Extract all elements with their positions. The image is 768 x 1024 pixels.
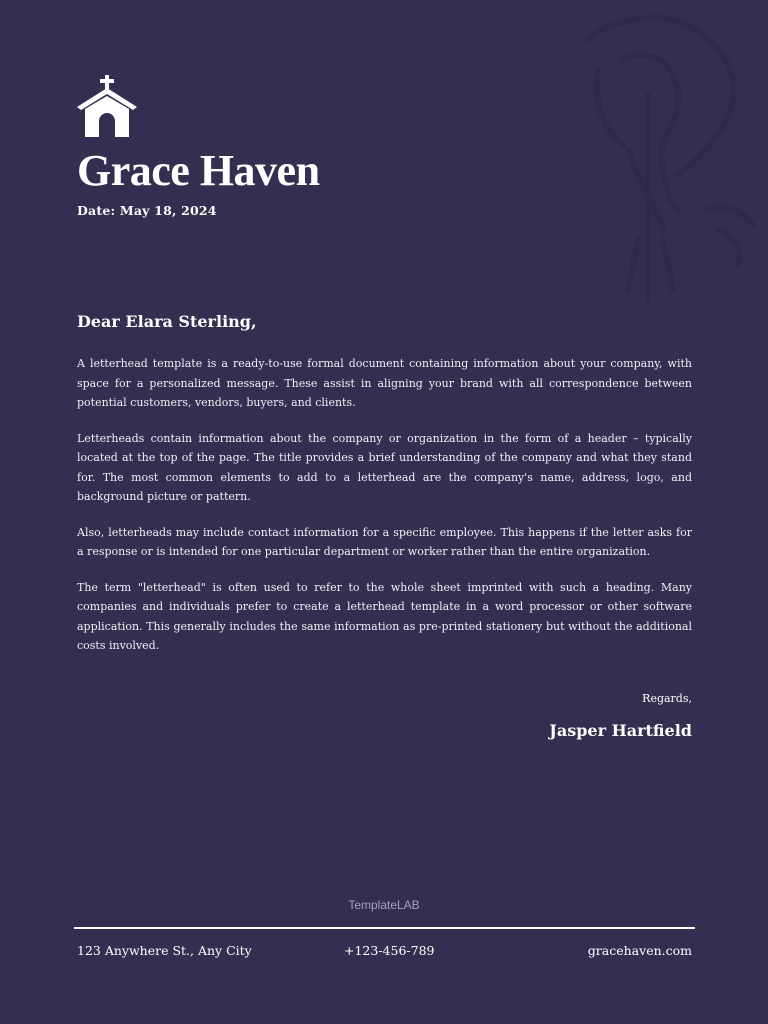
footer-divider [74, 927, 695, 929]
footer [77, 943, 692, 963]
salutation: Dear Elara Sterling, [77, 312, 257, 331]
template-brand: TemplateLAB [348, 898, 420, 912]
closing: Regards, [642, 692, 692, 705]
letter-date: Date: May 18, 2024 [77, 203, 217, 218]
praying-hands-icon [568, 0, 768, 320]
signer-name: Jasper Hartfield [549, 721, 692, 740]
body-paragraph: The term "letterhead" is often used to refer to the whole sheet imprinted with such a heading. Many companies and individuals prefer to create a letterhead template in a word processor or other software application. This generally includes the same information as pre-printed stationery but without the additional costs involved. [77, 580, 692, 652]
footer-website: gracehaven.com [587, 943, 692, 958]
organization-name: Grace Haven [77, 146, 320, 195]
footer-address: 123 Anywhere St., Any City [77, 943, 252, 958]
letter-body [77, 354, 692, 672]
body-paragraph: Letterheads contain information about the company or organization in the form of a header – typically located at the top of the page. The title provides a brief understanding of the company and what they stand for. The most common elements to add to a letterhead are the company's name, address, logo, and background picture or pattern. [77, 431, 692, 503]
body-paragraph: Also, letterheads may include contact information for a specific employee. This happens if the letter asks for a response or is intended for one particular department or worker rather than the entire organization. [77, 525, 692, 558]
church-icon [77, 75, 137, 137]
footer-phone: +123-456-789 [344, 943, 435, 958]
body-paragraph: A letterhead template is a ready-to-use formal document containing information about your company, with space for a personalized message. These assist in aligning your brand with all correspondence between potential customers, vendors, buyers, and clients. [77, 357, 692, 409]
